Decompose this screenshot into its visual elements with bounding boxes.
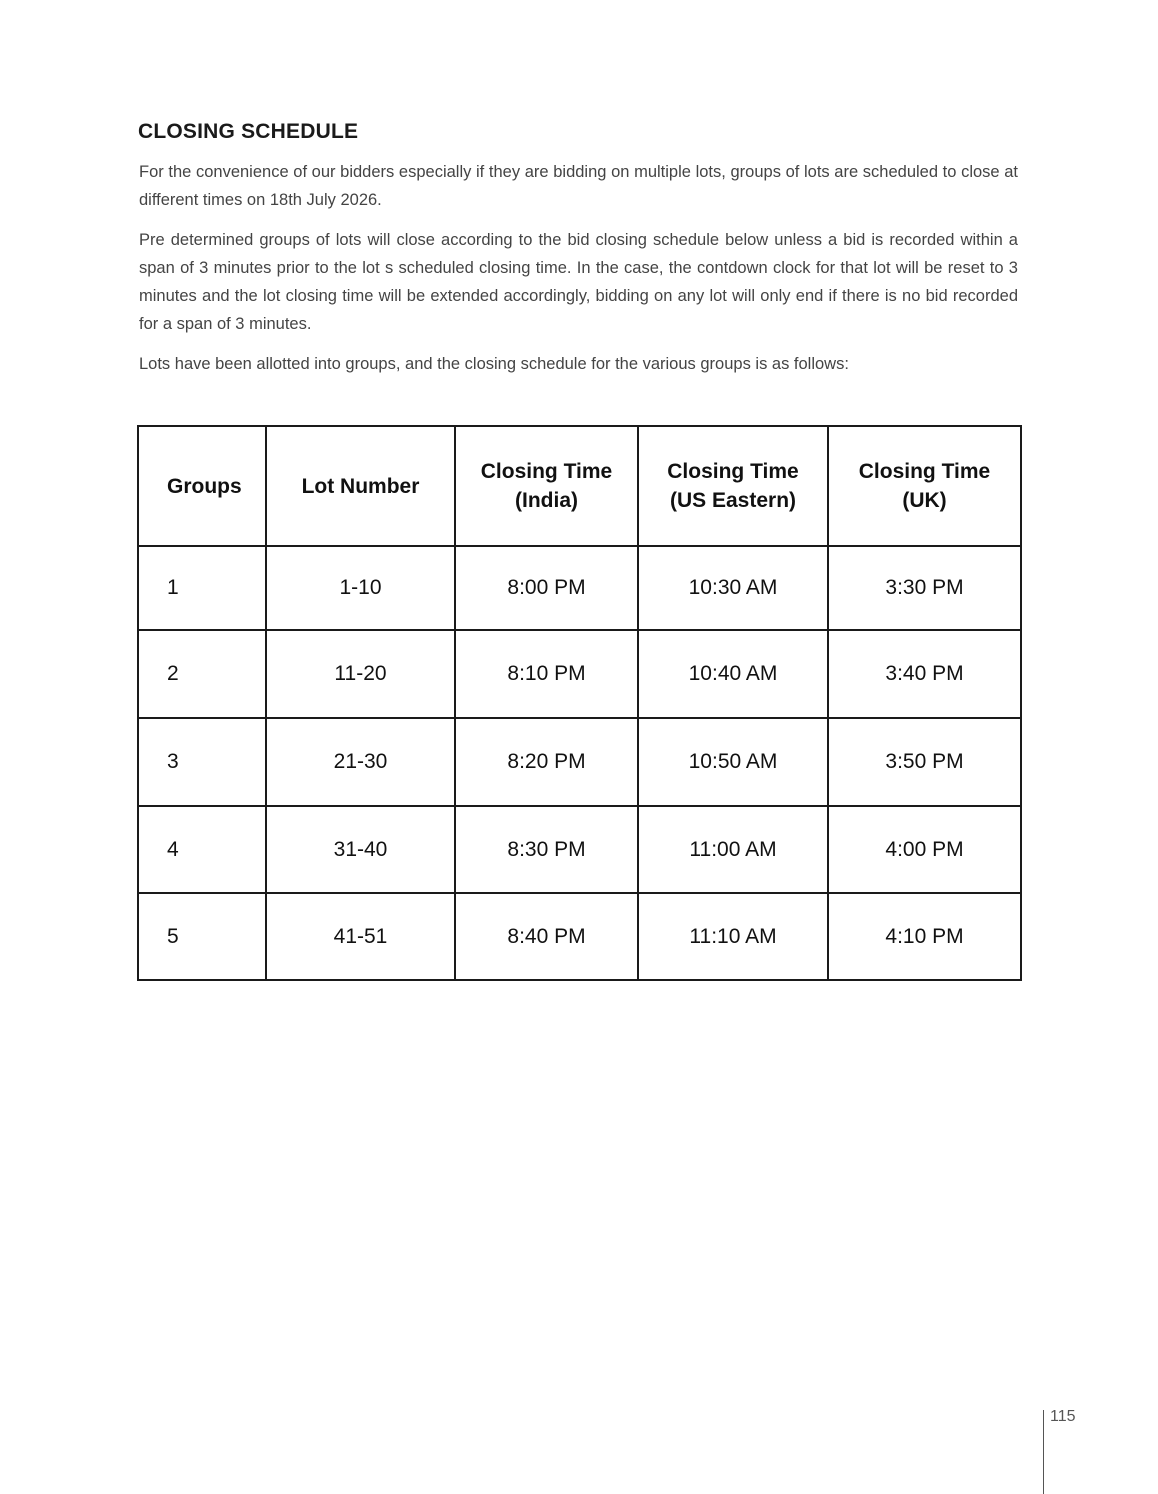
rules-paragraph: Pre determined groups of lots will close according to the bid closing schedule below unless a bid is recorded within a span of 3 minutes prior to the lot s scheduled closing time. In the case, the contdown clock for that lot will be reset to 3 minutes and the lot closing time will be extended accordingly, bidding on any lot will only end if there is no bid recorded for a span of 3 minutes.	[139, 231, 1018, 333]
cell-group: 3	[138, 718, 266, 806]
header-us-line1: Closing Time	[667, 460, 799, 483]
cell-closing-india: 8:30 PM	[455, 806, 638, 893]
cell-group: 5	[138, 893, 266, 980]
header-india-line2: (India)	[515, 489, 578, 512]
cell-closing-india: 8:00 PM	[455, 546, 638, 630]
cell-group: 1	[138, 546, 266, 630]
header-closing-time-us-eastern	[638, 426, 828, 546]
cell-lot-number: 21-30	[266, 718, 455, 806]
header-closing-time-uk	[828, 426, 1021, 546]
cell-closing-india: 8:10 PM	[455, 630, 638, 718]
table-row	[138, 718, 1021, 806]
table-header-row	[138, 426, 1021, 546]
header-groups-label: Groups	[167, 474, 242, 498]
cell-closing-us-eastern: 10:50 AM	[638, 718, 828, 806]
cell-closing-uk: 3:40 PM	[828, 630, 1021, 718]
header-uk-line2: (UK)	[902, 489, 947, 512]
closing-schedule-table	[137, 425, 1022, 981]
cell-lot-number: 11-20	[266, 630, 455, 718]
page-number-divider	[1043, 1410, 1044, 1494]
cell-group: 4	[138, 806, 266, 893]
page-title: CLOSING SCHEDULE	[138, 120, 359, 143]
header-us-line2: (US Eastern)	[669, 489, 797, 512]
header-closing-time-india	[455, 426, 638, 546]
cell-lot-number: 31-40	[266, 806, 455, 893]
intro-paragraph: For the convenience of our bidders especially if they are bidding on multiple lots, groups of lots are scheduled to close at different times on 18th July 2026.	[139, 163, 1018, 209]
header-uk-line1: Closing Time	[858, 460, 991, 483]
cell-closing-uk: 4:10 PM	[828, 893, 1021, 980]
cell-lot-number: 41-51	[266, 893, 455, 980]
cell-group: 2	[138, 630, 266, 718]
table-row	[138, 630, 1021, 718]
cell-closing-us-eastern: 10:30 AM	[638, 546, 828, 630]
cell-closing-us-eastern: 10:40 AM	[638, 630, 828, 718]
header-india-line1: Closing Time	[480, 460, 613, 483]
page-number: 115	[1050, 1408, 1076, 1425]
table-row	[138, 893, 1021, 980]
cell-closing-india: 8:40 PM	[455, 893, 638, 980]
cell-closing-uk: 4:00 PM	[828, 806, 1021, 893]
header-groups	[138, 426, 266, 546]
cell-closing-india: 8:20 PM	[455, 718, 638, 806]
cell-closing-us-eastern: 11:10 AM	[638, 893, 828, 980]
groups-paragraph: Lots have been allotted into groups, and the closing schedule for the various groups is as follows:	[139, 355, 849, 373]
cell-closing-us-eastern: 11:00 AM	[638, 806, 828, 893]
cell-closing-uk: 3:50 PM	[828, 718, 1021, 806]
table-row	[138, 806, 1021, 893]
header-lot-number-label: Lot Number	[301, 474, 420, 498]
table-row	[138, 546, 1021, 630]
cell-lot-number: 1-10	[266, 546, 455, 630]
cell-closing-uk: 3:30 PM	[828, 546, 1021, 630]
header-lot-number	[266, 426, 455, 546]
